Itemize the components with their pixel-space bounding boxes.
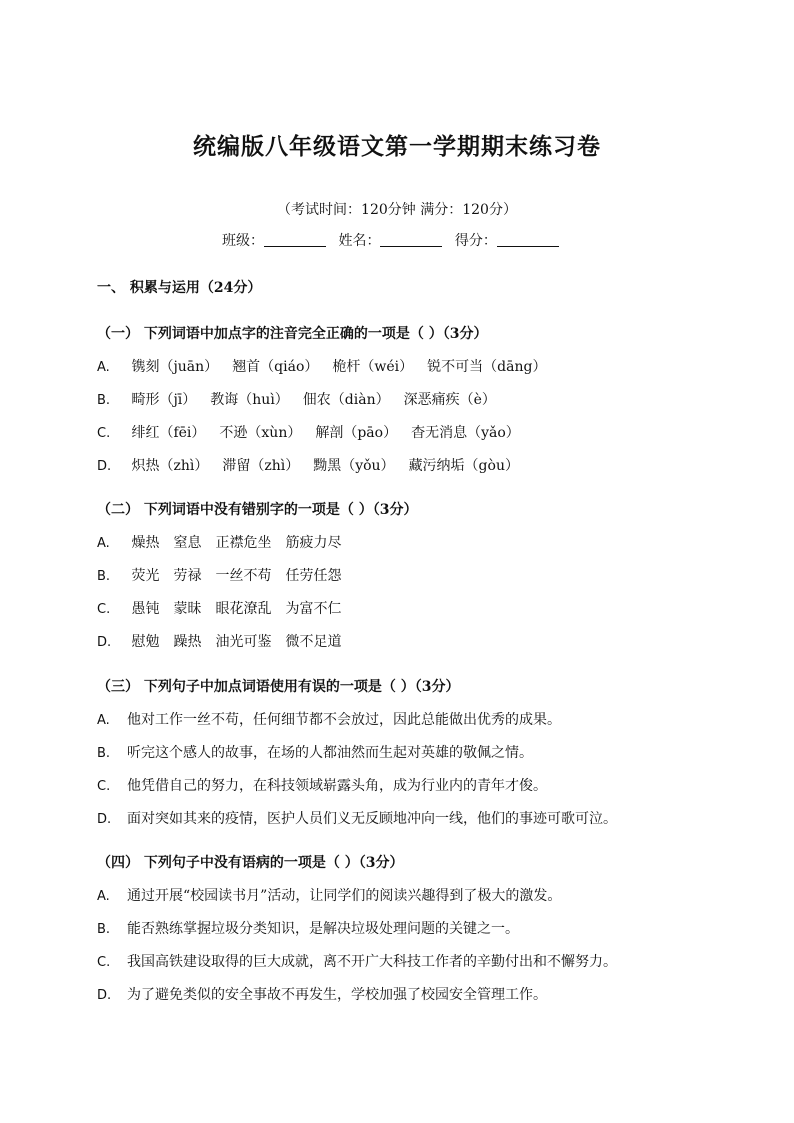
q2-option-b: B. 荧光 劳禄 一丝不苟 任劳任怨 — [97, 568, 342, 584]
name-blank — [380, 232, 442, 247]
q3-option-d: D. 面对突如其来的疫情，医护人员们义无反顾地冲向一线，他们的事迹可歌可泣。 — [97, 811, 617, 827]
question-stem-3: （三） 下列句子中加点词语使用有误的一项是（ ）（3分） — [97, 679, 460, 695]
question-stem-1: （一） 下列词语中加点字的注音完全正确的一项是（ ）（3分） — [97, 326, 488, 342]
q1-option-d: D. 炽热（zhì） 滞留（zhì） 黝黑（yǒu） 藏污纳垢（gòu） — [97, 458, 519, 474]
score-label: 得分： — [454, 233, 497, 249]
page-title: 统编版八年级语文第一学期期末练习卷 — [193, 133, 601, 160]
q1-option-c: C. 绯红（fēi） 不逊（xùn） 解剖（pāo） 杳无消息（yǎo） — [97, 425, 520, 441]
q4-option-a: A. 通过开展“校园读书月”活动，让同学们的阅读兴趣得到了极大的激发。 — [97, 888, 562, 904]
score-blank — [497, 232, 559, 247]
q1-option-a: A. 镌刻（juān） 翘首（qiáo） 桅杆（wéi） 锐不可当（dāng） — [97, 359, 547, 375]
q1-option-b: B. 畸形（jī） 教诲（huì） 佃农（diàn） 深恶痛疾（è） — [97, 392, 496, 408]
section-heading: 一、 积累与运用（24分） — [97, 280, 262, 296]
q3-option-b: B. 听完这个感人的故事，在场的人都油然而生起对英雄的敬佩之情。 — [97, 745, 533, 761]
student-info-fields — [222, 230, 567, 250]
q2-option-c: C. 愚钝 蒙昧 眼花潦乱 为富不仁 — [97, 601, 342, 617]
question-stem-4: （四） 下列句子中没有语病的一项是（ ）（3分） — [97, 855, 404, 871]
class-label: 班级： — [222, 233, 264, 249]
question-stem-2: （二） 下列词语中没有错别字的一项是（ ）（3分） — [97, 502, 418, 518]
q3-option-a: A. 他对工作一丝不苟，任何细节都不会放过，因此总能做出优秀的成果。 — [97, 712, 561, 728]
q2-option-d: D. 慰勉 躁热 油光可鉴 微不足道 — [97, 634, 342, 650]
q4-option-d: D. 为了避免类似的安全事故不再发生，学校加强了校园安全管理工作。 — [97, 987, 547, 1003]
exam-info: （考试时间：120分钟 满分：120分） — [277, 202, 517, 218]
q4-option-b: B. 能否熟练掌握垃圾分类知识，是解决垃圾处理问题的关键之一。 — [97, 921, 519, 937]
q4-option-c: C. 我国高铁建设取得的巨大成就，离不开广大科技工作者的辛勤付出和不懈努力。 — [97, 954, 617, 970]
q2-option-a: A. 燥热 窒息 正襟危坐 筋疲力尽 — [97, 535, 342, 551]
class-blank — [264, 232, 326, 247]
q3-option-c: C. 他凭借自己的努力，在科技领域崭露头角，成为行业内的青年才俊。 — [97, 778, 547, 794]
name-label: 姓名： — [338, 233, 381, 249]
